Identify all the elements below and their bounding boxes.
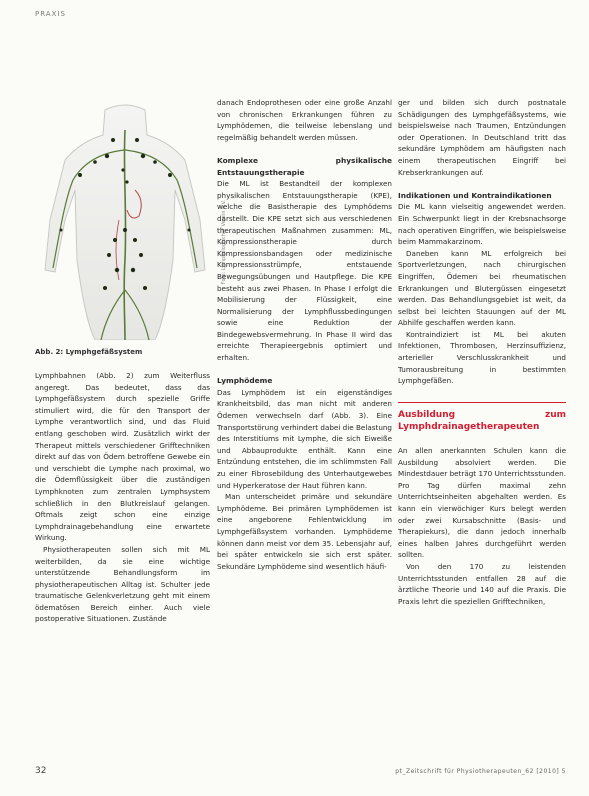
page-number: 32 [35,766,47,776]
figure-caption: Abb. 2: Lymphgefäßsystem [35,348,143,356]
paragraph: ger und bilden sich durch postnatale Schädigungen des Lymphgefäßsystems, wie beispielsweise nach Traumen, Entzündungen oder Operationen. In Deutschland tritt das sekundäre Lymphödem am häufigsten nach einem therapeutischen Eingriff bei Krebserkrankungen auf. [398,98,566,177]
paragraph: danach Endoprothesen oder eine große Anzahl von chronischen Erkrankungen führen zu Lymphödemen, die teilweise lebenslang und regelmäßig behandelt werden müssen. [217,98,392,142]
paragraph: Daneben kann ML erfolgreich bei Sportverletzungen, nach chirurgischen Eingriffen, Ödemen bei rheumatischen Erkrankungen und Blutergüssen eingesetzt werden. Das Behandlungsgebiet ist weit, da selbst bei leichten Stauungen auf der ML Abhilfe geschaffen werden kann. [398,248,566,328]
text-column-3 [398,97,566,607]
paragraph: An allen anerkannten Schulen kann die Ausbildung absolviert werden. Die Mindestdauer beträgt 170 Unterrichtsstunden. Pro Tag dürfen maximal zehn Unterrichtseinheiten abgehalten werden. Es kann ein vierwöchiger Kurs belegt werden oder zwei Kursabschnitte (Basis- und Therapiekurs), die dann jedoch innerhalb eines halben Jahres durchgeführt werden sollten. [398,446,566,560]
figure-credit: Foto: Lymphologischer Verein e.V. [221,200,227,285]
paragraph: Man unterscheidet primäre und sekundäre Lymphödeme. Bei primären Lymphödemen ist eine angeborene Fehlentwicklung im Lymphgefäßsystem vorhanden. Lymphödeme können dann meist vor dem 35. Lebensjahr auf, bei später entwickeln sie sich erst später. Sekundäre Lymphödeme sind wesentlich häufi- [217,492,392,571]
running-header: PRAXIS [35,10,66,18]
paragraph: Die ML kann vielseitig angewendet werden. Ein Schwerpunkt liegt in der Krebsnachsorge nach operativen Eingriffen, wie beispielsweise beim Mammakarzinom. [398,202,566,247]
paragraph: Physiotherapeuten sollen sich mit ML weiterbilden, da sie eine wichtige unterstützende Behandlungsform im physiotherapeutischen Alltag ist. Schulter jede traumatische Gelenkverletzung geht mit einem ödematösen Bereich einher. Auch viele postoperative Situationen. Zustände [35,544,210,624]
lymph-system-figure [35,90,227,340]
lymph-body-illustration [35,90,215,340]
text-column-1 [35,370,210,625]
paragraph: Lymphbahnen (Abb. 2) zum Weiterfluss angeregt. Das bedeutet, dass das Lymphgefäßsystem durch spezielle Griffe stimuliert wird, die für den Transport der Lymphe verantwortlich sind, und das Fluid entlang geschoben wird. Zusätzlich wirkt der Therapeut mittels verschiedener Grifftechniken direkt auf das von Ödem betroffene Gewebe ein und verschiebt die Lymphe nach proximal, wo die Ödemflüssigkeit über die zuständigen Lymphknoten zum zentralen Lymphsystem schließlich in den Blutkreislauf gelangen. Oftmals zeigt schon eine einzige Lymphdrainagebehandlung eine erwartete Wirkung. [35,371,210,543]
section-heading: Komplexe physikalische Entstauungstherapie [217,155,392,177]
section-heading: Lymphödeme [217,376,273,386]
paragraph: Das Lymphödem ist ein eigenständiges Krankheitsbild, das man nicht mit anderen Ödemen verwechseln darf (Abb. 3). Eine Transportstörung verhindert dabei die Belastung des Interstitiums mit Lymphe, die sich Eiweiße und Abbauprodukte enthält. Kann eine Entzündung entstehen, die im schlimmsten Fall zu einer Fibrosebildung des Unterhautgewebes und Hyperkeratose der Haut führen kann. [217,387,392,490]
highlight-heading: Ausbildung zum Lymphdrainagetherapeuten [398,402,566,433]
paragraph: Die ML ist Bestandteil der komplexen physikalischen Entstauungstherapie (KPE), welche die Basistherapie des Lymphödems darstellt. Die KPE setzt sich aus verschiedenen therapeutischen Maßnahmen zusammen: ML, Kompressionstherapie durch Kompressionsbandagen oder medizinische Kompressionsstrümpfe, entstauende Bewegungsübungen und Hautpflege. Die KPE besteht aus zwei Phasen. In Phase I erfolgt die Mobilisierung der Flüssigkeit, eine Normalisierung der Lymphflussbedingungen sowie eine Reduktion der Bindegewebsvermehrung. In Phase II wird das erreichte Therapieergebnis optimiert und erhalten. [217,179,392,363]
section-heading: Indikationen und Kontraindikationen [398,190,552,200]
publication-footer: pt_Zeitschrift für Physiotherapeuten_62 [2010] 5 [395,768,566,775]
text-column-2 [217,97,392,572]
paragraph: Kontraindiziert ist ML bei akuten Infektionen, Thrombosen, Herzinsuffizienz, arterieller Verschlusskrankheit und Tumorausbreitung in bestimmten Lymphgefäßen. [398,329,566,386]
paragraph: Von den 170 zu leistenden Unterrichtsstunden entfallen 28 auf die ärztliche Theorie und 140 auf die Praxis. Die Praxis lehrt die speziellen Grifftechniken, [398,561,566,606]
